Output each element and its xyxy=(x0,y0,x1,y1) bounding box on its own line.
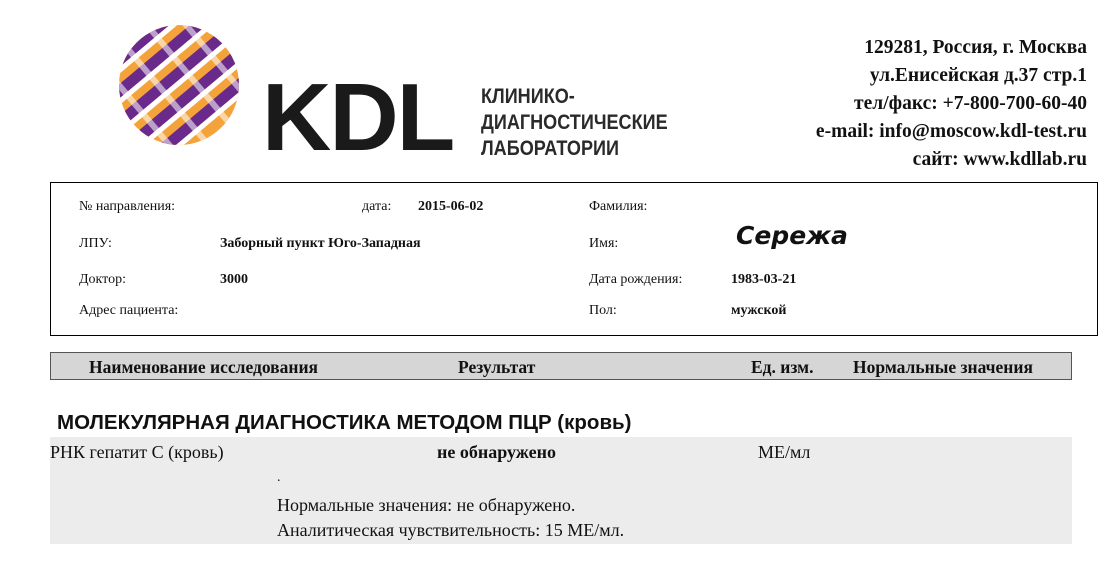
logo-wordmark: KDL xyxy=(262,64,454,171)
dob-label: Дата рождения: xyxy=(589,272,683,287)
note-dot: . xyxy=(277,470,281,485)
contact-block xyxy=(816,34,1087,174)
lpu-value: Заборный пункт Юго-Западная xyxy=(220,236,421,251)
kdl-logo-sphere-icon xyxy=(118,24,240,146)
sex-value: мужской xyxy=(731,303,787,318)
header-result: Результат xyxy=(458,357,536,377)
logo-subtitle-line: ЛАБОРАТОРИИ xyxy=(481,137,619,160)
address-label: Адрес пациента: xyxy=(79,303,179,318)
doctor-value: 3000 xyxy=(220,272,248,287)
logo-subtitle-line: КЛИНИКО- xyxy=(481,85,575,108)
lpu-label: ЛПУ: xyxy=(79,236,112,251)
header-normal: Нормальные значения xyxy=(853,357,1033,377)
name-value: Сережа xyxy=(736,221,848,250)
date-value: 2015-06-02 xyxy=(418,199,484,214)
header-test-name: Наименование исследования xyxy=(89,357,319,377)
sex-label: Пол: xyxy=(589,303,617,318)
results-table-header xyxy=(50,352,1072,380)
referral-label: № направления: xyxy=(79,199,176,214)
contact-address-street: ул.Енисейская д.37 стр.1 xyxy=(869,65,1087,86)
note-normal-values: Нормальные значения: не обнаружено. xyxy=(277,495,576,515)
doctor-label: Доктор: xyxy=(79,272,126,287)
logo-subtitle-line: ДИАГНОСТИЧЕСКИЕ xyxy=(481,111,668,134)
contact-address-city: 129281, Россия, г. Москва xyxy=(864,37,1087,58)
logo-subtitle xyxy=(481,84,698,162)
dob-value: 1983-03-21 xyxy=(731,272,797,287)
contact-phone: тел/факс: +7-800-700-60-40 xyxy=(854,93,1087,114)
contact-site: сайт: www.kdllab.ru xyxy=(912,149,1087,170)
test-result: не обнаружено xyxy=(437,442,556,462)
test-name: РНК гепатит С (кровь) xyxy=(50,442,224,462)
header-unit: Ед. изм. xyxy=(751,357,814,377)
result-row xyxy=(50,437,1072,544)
surname-label: Фамилия: xyxy=(589,199,648,214)
contact-email: e-mail: info@moscow.kdl-test.ru xyxy=(815,121,1087,142)
test-unit: МЕ/мл xyxy=(758,442,811,462)
date-label: дата: xyxy=(362,199,392,214)
section-title: МОЛЕКУЛЯРНАЯ ДИАГНОСТИКА МЕТОДОМ ПЦР (кровь) xyxy=(57,411,632,434)
name-label: Имя: xyxy=(589,236,619,251)
note-sensitivity: Аналитическая чувствительность: 15 МЕ/мл. xyxy=(277,520,625,540)
patient-info-box xyxy=(50,182,1098,336)
